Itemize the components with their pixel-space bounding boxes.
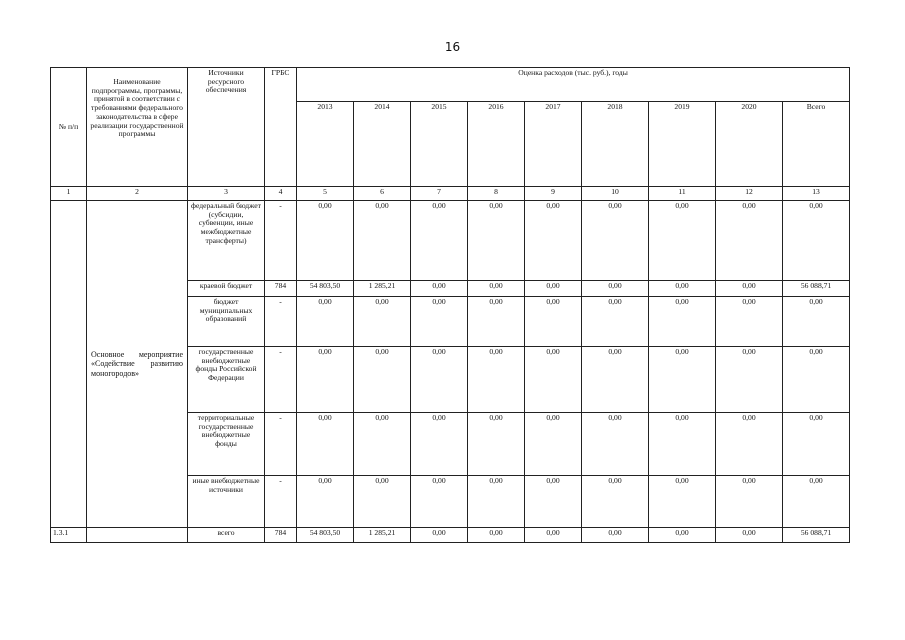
- index-cell: 12: [716, 187, 783, 201]
- value-cell: 0,00: [582, 201, 649, 281]
- grbs-cell: -: [265, 297, 297, 347]
- source-cell: иные внебюджетные источники: [188, 476, 265, 528]
- value-cell: 0,00: [582, 476, 649, 528]
- value-cell: 0,00: [468, 201, 525, 281]
- value-cell: 0,00: [649, 413, 716, 476]
- header-year: 2018: [582, 102, 649, 187]
- total-row: [51, 528, 850, 543]
- value-cell: 1 285,21: [354, 281, 411, 297]
- grbs-cell: 784: [265, 281, 297, 297]
- value-cell: 0,00: [716, 413, 783, 476]
- budget-table: [50, 67, 850, 543]
- source-cell: краевой бюджет: [188, 281, 265, 297]
- total-value-cell: 0,00: [716, 528, 783, 543]
- grbs-cell: -: [265, 413, 297, 476]
- value-cell: 0,00: [297, 347, 354, 413]
- total-name-cell: [87, 528, 188, 543]
- index-cell: 10: [582, 187, 649, 201]
- source-cell: федеральный бюджет (субсидии, субвенции, иные межбюджетные трансферты): [188, 201, 265, 281]
- header-source: Источники ресурсного обеспечения: [188, 68, 265, 187]
- index-cell: 5: [297, 187, 354, 201]
- value-cell: 0,00: [582, 413, 649, 476]
- value-cell: 0,00: [468, 297, 525, 347]
- index-cell: 2: [87, 187, 188, 201]
- value-cell: 0,00: [354, 201, 411, 281]
- header-year: 2017: [525, 102, 582, 187]
- value-cell: 0,00: [354, 476, 411, 528]
- value-cell: 0,00: [525, 413, 582, 476]
- value-cell: 0,00: [649, 281, 716, 297]
- header-grbs: ГРБС: [265, 68, 297, 187]
- value-cell: 0,00: [354, 297, 411, 347]
- total-value-cell: 0,00: [468, 528, 525, 543]
- page-number: 16: [444, 40, 461, 54]
- value-cell: 0,00: [411, 476, 468, 528]
- value-cell: 0,00: [354, 413, 411, 476]
- value-cell: 0,00: [411, 413, 468, 476]
- value-cell: 0,00: [411, 201, 468, 281]
- value-cell: 0,00: [411, 347, 468, 413]
- index-cell: 11: [649, 187, 716, 201]
- value-cell: 0,00: [297, 413, 354, 476]
- total-value-cell: 0,00: [411, 528, 468, 543]
- value-cell: 0,00: [649, 201, 716, 281]
- table-row: [51, 201, 850, 281]
- index-cell: 9: [525, 187, 582, 201]
- value-cell: 0,00: [649, 347, 716, 413]
- total-value-cell: 0,00: [525, 528, 582, 543]
- grbs-cell: -: [265, 476, 297, 528]
- value-cell: 0,00: [468, 476, 525, 528]
- header-year: 2014: [354, 102, 411, 187]
- value-cell: 0,00: [468, 413, 525, 476]
- value-cell: 0,00: [525, 347, 582, 413]
- header-name: Наименование подпрограммы, программы, принятой в соответствии с требованиями федерального законодательства в сфере реализации государственной программы: [87, 68, 188, 187]
- value-cell: 0,00: [716, 347, 783, 413]
- header-year: 2016: [468, 102, 525, 187]
- value-cell: 0,00: [468, 281, 525, 297]
- index-cell: 13: [783, 187, 850, 201]
- value-cell: 0,00: [525, 476, 582, 528]
- value-cell-total: 56 088,71: [783, 281, 850, 297]
- index-cell: 3: [188, 187, 265, 201]
- header-year: 2020: [716, 102, 783, 187]
- index-cell: 6: [354, 187, 411, 201]
- index-cell: 8: [468, 187, 525, 201]
- total-num: 1.3.1: [51, 528, 87, 543]
- index-cell: 4: [265, 187, 297, 201]
- value-cell-total: 0,00: [783, 476, 850, 528]
- value-cell: 0,00: [525, 281, 582, 297]
- source-cell: государственные внебюджетные фонды Российской Федерации: [188, 347, 265, 413]
- total-source: всего: [188, 528, 265, 543]
- value-cell: 0,00: [716, 476, 783, 528]
- total-value-cell-grand: 56 088,71: [783, 528, 850, 543]
- value-cell: 0,00: [716, 201, 783, 281]
- value-cell: 0,00: [582, 281, 649, 297]
- value-cell: 0,00: [297, 201, 354, 281]
- value-cell: 0,00: [354, 347, 411, 413]
- total-value-cell: 0,00: [582, 528, 649, 543]
- value-cell: 0,00: [525, 201, 582, 281]
- value-cell: 0,00: [411, 281, 468, 297]
- grbs-cell: -: [265, 201, 297, 281]
- value-cell: 0,00: [525, 297, 582, 347]
- total-value-cell: 54 803,50: [297, 528, 354, 543]
- header-year-total: Всего: [783, 102, 850, 187]
- header-year: 2015: [411, 102, 468, 187]
- event-name: Основное мероприятие «Содействие развитию моногородов»: [87, 201, 188, 528]
- value-cell: 0,00: [582, 347, 649, 413]
- header-estimate: Оценка расходов (тыс. руб.), годы: [297, 68, 850, 102]
- header-year: 2019: [649, 102, 716, 187]
- value-cell: 0,00: [582, 297, 649, 347]
- value-cell: 0,00: [649, 297, 716, 347]
- header-year: 2013: [297, 102, 354, 187]
- value-cell: 0,00: [411, 297, 468, 347]
- value-cell: 0,00: [297, 297, 354, 347]
- value-cell-total: 0,00: [783, 201, 850, 281]
- header-num: № п/п: [51, 68, 87, 187]
- total-value-cell: 1 285,21: [354, 528, 411, 543]
- source-cell: бюджет муниципальных образований: [188, 297, 265, 347]
- index-cell: 7: [411, 187, 468, 201]
- total-grbs: 784: [265, 528, 297, 543]
- value-cell: 0,00: [649, 476, 716, 528]
- value-cell: 0,00: [297, 476, 354, 528]
- index-row: [51, 187, 850, 201]
- total-value-cell: 0,00: [649, 528, 716, 543]
- value-cell-total: 0,00: [783, 297, 850, 347]
- value-cell: 0,00: [716, 281, 783, 297]
- source-cell: территориальные государственные внебюджетные фонды: [188, 413, 265, 476]
- header-row-top: [51, 68, 850, 102]
- event-num-cell: [51, 201, 87, 528]
- value-cell: 0,00: [716, 297, 783, 347]
- value-cell-total: 0,00: [783, 413, 850, 476]
- value-cell-total: 0,00: [783, 347, 850, 413]
- grbs-cell: -: [265, 347, 297, 413]
- value-cell: 54 803,50: [297, 281, 354, 297]
- index-cell: 1: [51, 187, 87, 201]
- value-cell: 0,00: [468, 347, 525, 413]
